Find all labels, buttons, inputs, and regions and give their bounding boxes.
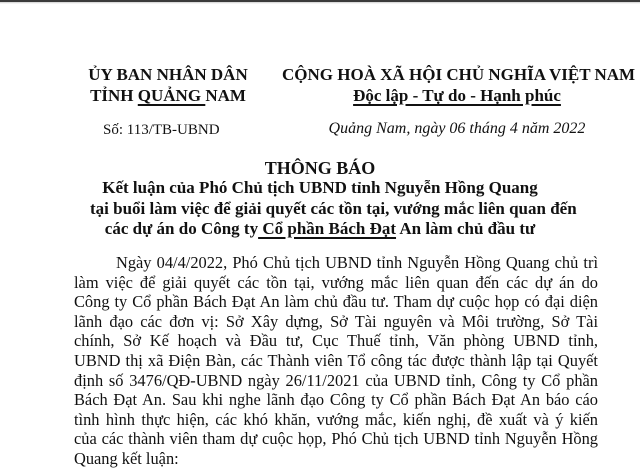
title-line-3-suffix: An làm chủ đầu tư — [396, 219, 536, 238]
issuing-agency-header — [68, 64, 268, 106]
motto-text: Độc lập - Tự do - Hạnh phúc — [353, 86, 561, 105]
province-prefix: TỈNH — [90, 86, 138, 105]
document-number: Số: 113/TB-UBND — [103, 122, 220, 138]
title-line-3-prefix: các dự án do Công ty — [104, 219, 259, 238]
body-line: Ngày 04/4/2022, Phó Chủ tịch UBND tỉnh Nguyễn Hồng Quang chủ trì — [116, 253, 598, 272]
body-line: UBND thị xã Điện Bàn, các Thành viên Tổ công tác được thành lập tại Quyết — [74, 350, 598, 370]
body-line: Quang kết luận: — [74, 448, 179, 468]
title-line-3-underlined: Cổ phần Bách Đạt — [258, 219, 397, 238]
province-name-underlined: QUẢNG — [137, 86, 206, 105]
body-paragraph — [74, 253, 598, 469]
national-motto-header — [282, 64, 636, 106]
national-motto — [282, 85, 632, 106]
notice-title — [90, 178, 577, 240]
country-name: CỘNG HOÀ XÃ HỘI CHỦ NGHĨA VIỆT NAM — [282, 65, 636, 84]
title-line-1: Kết luận của Phó Chủ tịch UBND tỉnh Nguyễn Hồng Quang — [102, 178, 538, 197]
title-line-3 — [90, 219, 550, 240]
body-line: định số 3476/QĐ-UBND ngày 26/11/2021 của UBND tỉnh, Công ty Cổ phần — [74, 370, 598, 390]
body-line: tình hình thực hiện, các khó khăn, vướng mắc, kiến nghị, đề xuất và ý kiến — [74, 409, 598, 429]
notice-type-heading: THÔNG BÁO — [264, 158, 376, 178]
province-suffix: NAM — [205, 86, 246, 105]
body-line: Bách Đạt An. Sau khi nghe lãnh đạo Công ty Cổ phần Bách Đạt An báo cáo — [74, 390, 598, 410]
window-top-shadow — [0, 2, 640, 4]
body-line: làm việc để giải quyết các tồn tại, vướng mắc liên quan đến các dự án do — [74, 272, 598, 292]
body-line: lãnh đạo các đơn vị: Sở Xây dựng, Sở Tài nguyên và Môi trường, Sở Tài — [74, 311, 598, 331]
agency-province — [68, 85, 268, 106]
document-date: Quảng Nam, ngày 06 tháng 4 năm 2022 — [328, 120, 586, 137]
body-line: của các thành viên tham dự cuộc họp, Phó Chủ tịch UBND tỉnh Nguyễn Hồng — [74, 429, 598, 449]
body-line: chính, Sở Kế hoạch và Đầu tư, Cục Thuế tỉnh, Văn phòng UBND tỉnh, — [74, 331, 598, 351]
agency-name: ỦY BAN NHÂN DÂN — [88, 65, 248, 84]
body-line: Công ty Cổ phần Bách Đạt An làm chủ đầu tư. Tham dự cuộc họp có đại diện — [74, 292, 598, 312]
title-line-2: tại buổi làm việc để giải quyết các tồn tại, vướng mắc liên quan đến — [90, 198, 577, 218]
